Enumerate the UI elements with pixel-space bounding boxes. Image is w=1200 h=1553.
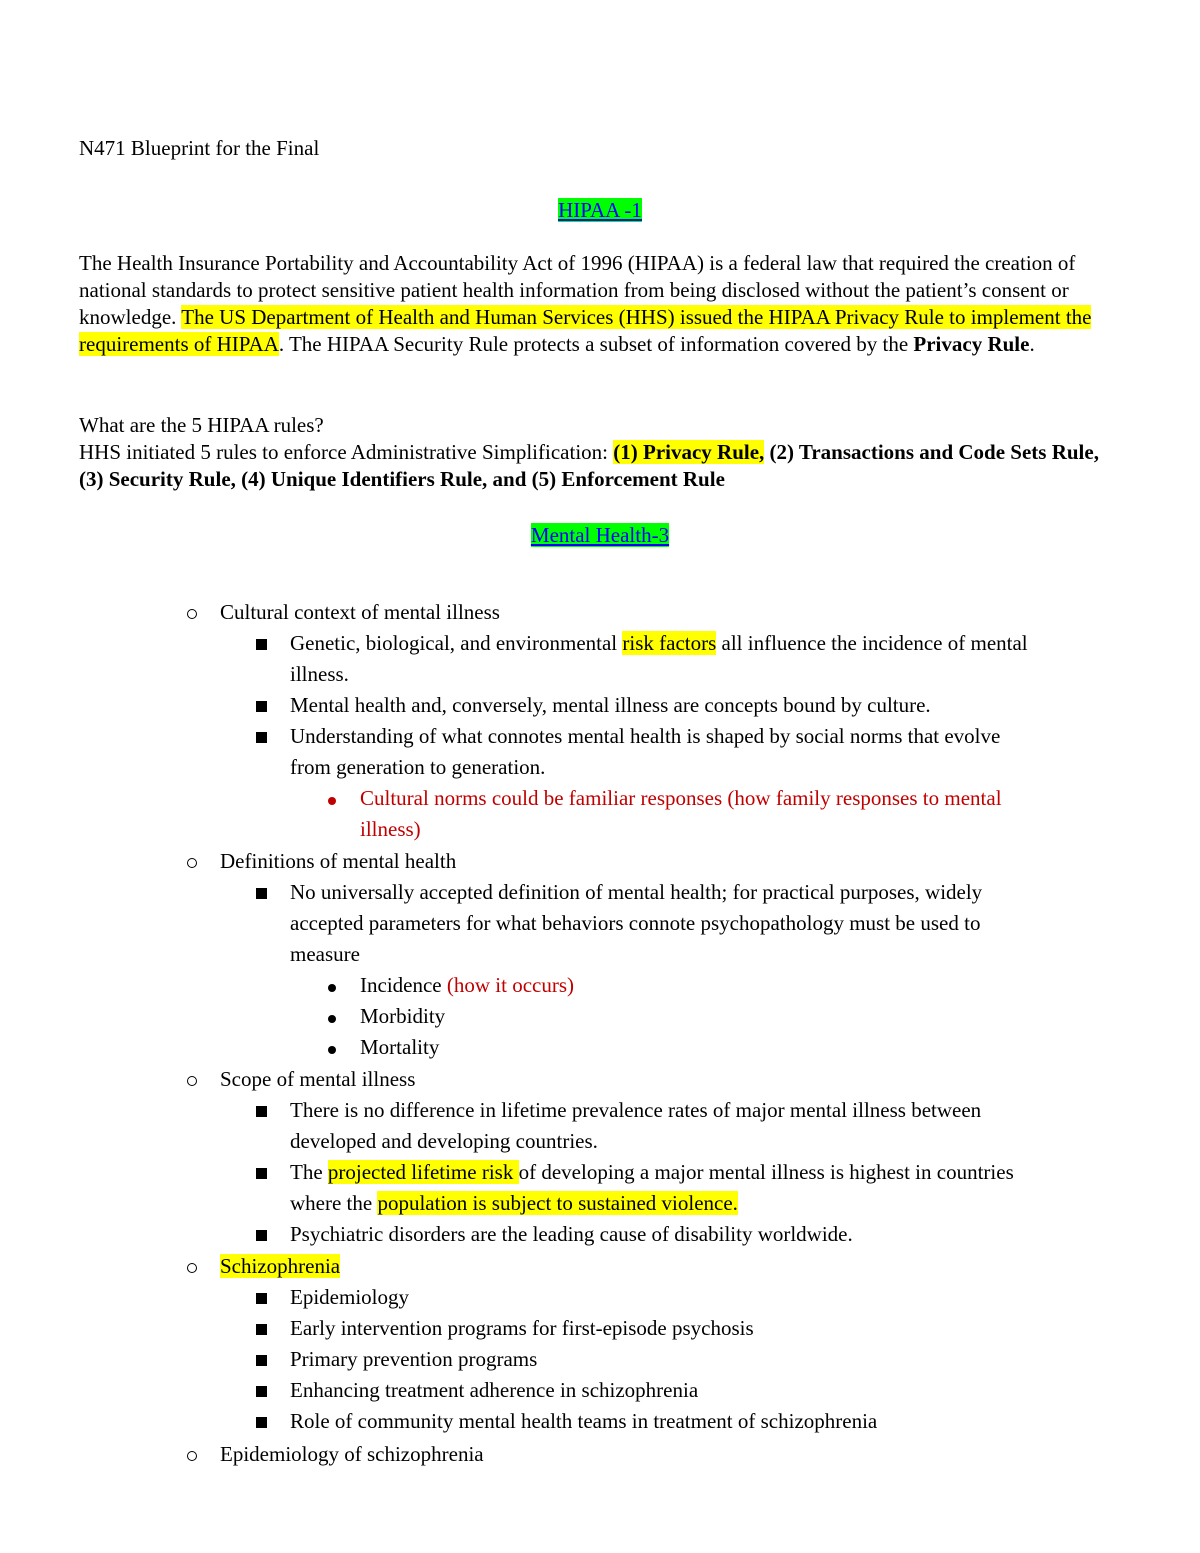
square-bullet-icon bbox=[256, 1344, 280, 1375]
list-item-text: Role of community mental health teams in treatment of schizophrenia bbox=[290, 1409, 878, 1433]
dot-bullet-icon bbox=[328, 1001, 352, 1032]
list-item-text bbox=[290, 1157, 1014, 1188]
text-segment: where the bbox=[290, 1191, 378, 1215]
list-item-text: Epidemiology bbox=[290, 1285, 409, 1309]
square-bullet-icon bbox=[256, 690, 280, 721]
list-item-text bbox=[360, 970, 574, 1001]
square-bullet-icon bbox=[256, 721, 280, 752]
list-item-text: developed and developing countries. bbox=[290, 1129, 598, 1153]
projected-risk-highlight: projected lifetime risk bbox=[327, 1160, 519, 1184]
risk-factors-highlight: risk factors bbox=[622, 631, 717, 655]
list-item-text: illness. bbox=[290, 662, 349, 686]
mental-health-heading-text: Mental Health-3 bbox=[530, 523, 670, 547]
square-bullet-icon bbox=[256, 1282, 280, 1313]
square-bullet-icon bbox=[256, 1157, 280, 1188]
list-item-text: Cultural context of mental illness bbox=[220, 600, 500, 624]
list-item-text: measure bbox=[290, 942, 360, 966]
list-item-text: Enhancing treatment adherence in schizophrenia bbox=[290, 1378, 699, 1402]
list-item-text: Early intervention programs for first-episode psychosis bbox=[290, 1316, 754, 1340]
list-item-text: from generation to generation. bbox=[290, 755, 546, 779]
hipaa-description-end: . bbox=[1029, 332, 1035, 356]
hipaa-rules-intro: HHS initiated 5 rules to enforce Administrative Simplification: bbox=[79, 440, 614, 464]
square-bullet-icon bbox=[256, 1219, 280, 1250]
square-bullet-icon bbox=[256, 877, 280, 908]
list-item-text: Psychiatric disorders are the leading cause of disability worldwide. bbox=[290, 1222, 853, 1246]
text-segment: of developing a major mental illness is highest in countries bbox=[518, 1160, 1014, 1184]
list-item-text: Mental health and, conversely, mental illness are concepts bound by culture. bbox=[290, 693, 931, 717]
square-bullet-icon bbox=[256, 628, 280, 659]
list-item-text: illness) bbox=[360, 817, 421, 841]
violence-highlight: population is subject to sustained violence. bbox=[377, 1191, 738, 1215]
privacy-rule-bold: Privacy Rule bbox=[913, 332, 1030, 356]
list-item-text: Definitions of mental health bbox=[220, 849, 457, 873]
hipaa-rules-answer bbox=[79, 439, 1124, 493]
hollow-circle-bullet-icon bbox=[187, 597, 211, 628]
list-item-text: Understanding of what connotes mental health is shaped by social norms that evolve bbox=[290, 724, 1001, 748]
square-bullet-icon bbox=[256, 1375, 280, 1406]
text-segment: Incidence bbox=[360, 973, 447, 997]
list-item-text: There is no difference in lifetime prevalence rates of major mental illness between bbox=[290, 1098, 982, 1122]
incidence-note: (how it occurs) bbox=[446, 973, 575, 997]
square-bullet-icon bbox=[256, 1313, 280, 1344]
hipaa-heading bbox=[0, 197, 1200, 224]
text-segment: Genetic, biological, and environmental bbox=[290, 631, 623, 655]
hollow-circle-bullet-icon bbox=[187, 1251, 211, 1282]
list-item-text bbox=[220, 1251, 340, 1282]
list-item-text: Cultural norms could be familiar responses (how family responses to mental bbox=[360, 786, 1002, 810]
hollow-circle-bullet-icon bbox=[187, 846, 211, 877]
hipaa-highlight: The US Department of Health and Human Services (HHS) issued the HIPAA Privacy Rule to implement the requirements of HIPAA bbox=[79, 305, 1092, 356]
list-item-text: Epidemiology of schizophrenia bbox=[220, 1442, 484, 1466]
hipaa-description bbox=[79, 250, 1124, 358]
square-bullet-icon bbox=[256, 1406, 280, 1437]
list-item-text: Morbidity bbox=[360, 1004, 446, 1028]
list-item-text: Mortality bbox=[360, 1035, 440, 1059]
dot-bullet-icon bbox=[328, 1032, 352, 1063]
hipaa-rules-list: (2) Transactions and Code Sets Rule, (3) Security Rule, (4) Unique Identifiers Rule, and (5) Enforcement Rule bbox=[79, 440, 1099, 491]
hipaa-question: What are the 5 HIPAA rules? bbox=[79, 413, 324, 437]
list-item-text: No universally accepted definition of mental health; for practical purposes, widely bbox=[290, 880, 983, 904]
list-item-text: accepted parameters for what behaviors connote psychopathology must be used to bbox=[290, 911, 981, 935]
list-item-text: Primary prevention programs bbox=[290, 1347, 538, 1371]
mental-health-heading bbox=[0, 522, 1200, 549]
hollow-circle-bullet-icon bbox=[187, 1064, 211, 1095]
text-segment: all influence the incidence of mental bbox=[716, 631, 1028, 655]
list-item-text: Scope of mental illness bbox=[220, 1067, 416, 1091]
list-item-text bbox=[290, 1188, 738, 1219]
privacy-rule-highlight: (1) Privacy Rule, bbox=[613, 440, 765, 464]
schizophrenia-highlight: Schizophrenia bbox=[220, 1254, 341, 1278]
document-title: N471 Blueprint for the Final bbox=[79, 136, 320, 160]
hipaa-heading-text: HIPAA -1 bbox=[558, 198, 642, 222]
dot-bullet-icon bbox=[328, 970, 352, 1001]
red-dot-bullet-icon bbox=[328, 783, 352, 814]
list-item-text bbox=[290, 628, 1028, 659]
hipaa-description-cont: . The HIPAA Security Rule protects a subset of information covered by the bbox=[278, 332, 914, 356]
text-segment: The bbox=[290, 1160, 328, 1184]
square-bullet-icon bbox=[256, 1095, 280, 1126]
hipaa-description-text: The Health Insurance Portability and Accountability Act of 1996 (HIPAA) is a federal law that required the creation of national standards to protect sensitive patient health information from being disclosed without the patient’s consent or knowledge. bbox=[79, 251, 1076, 329]
hollow-circle-bullet-icon bbox=[187, 1439, 211, 1470]
